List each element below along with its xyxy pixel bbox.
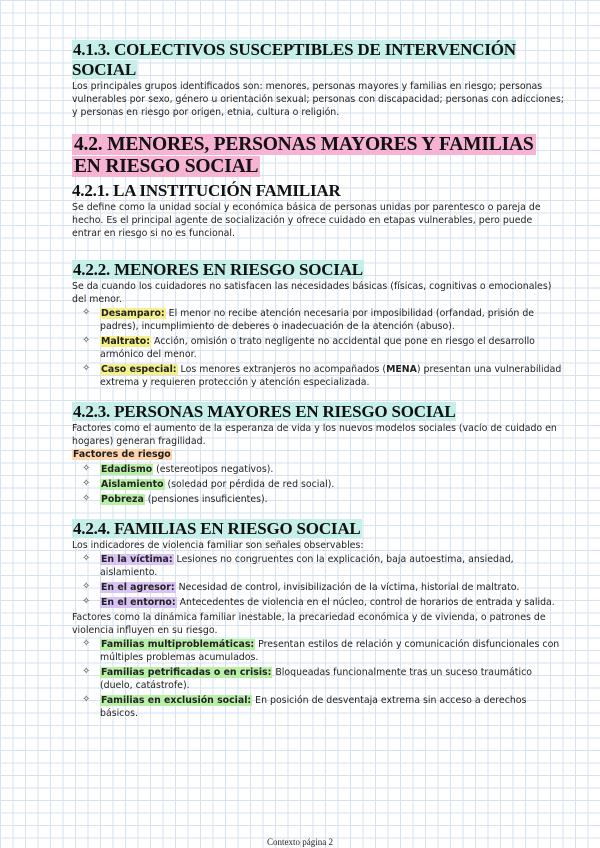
list-item xyxy=(82,553,564,579)
item-text: Los menores extranjeros no acompañados ( xyxy=(177,364,387,375)
section-title: 4.1.3. COLECTIVOS SUSCEPTIBLES DE INTERVENCIÓN SOCIAL xyxy=(72,40,516,79)
notes-page xyxy=(72,40,564,722)
term-highlight: Edadismo xyxy=(101,464,153,475)
section-body: Se define como la unidad social y económica básica de personas unidas por parentesco o pareja de hecho. Es el principal agente de socialización y ofrece cuidado en etapas vulnerables, pero puede entrar en riesgo si no es funcional. xyxy=(72,202,541,239)
term-highlight: En el agresor: xyxy=(101,582,175,593)
section-body: Factores como la dinámica familiar inestable, la precariedad económica y de vivienda, o patrones de violencia influyen en su riesgo. xyxy=(72,612,546,636)
item-text: (pensiones insuficientes). xyxy=(144,494,268,505)
item-text: Necesidad de control, invisibilización de la víctima, historial de maltrato. xyxy=(175,582,520,593)
term-highlight: Familias en exclusión social: xyxy=(101,695,252,706)
term-highlight: En el entorno: xyxy=(101,597,176,608)
item-text: Acción, omisión o trato negligente no accidental que pone en riesgo el desarrollo armónico del menor. xyxy=(100,336,535,360)
sparkle-bullet-icon: ✧ xyxy=(82,694,91,705)
chapter-title: 4.2. MENORES, PERSONAS MAYORES Y FAMILIAS EN RIESGO SOCIAL xyxy=(74,134,534,177)
term-highlight: Aislamiento xyxy=(101,479,164,490)
term-highlight: En la víctima: xyxy=(101,554,173,565)
item-text: Presentan estilos de relación y comunicación disfuncionales con múltiples problemas acumulados. xyxy=(100,639,560,663)
list-item xyxy=(82,363,564,389)
term-highlight: Familias multiproblemáticas: xyxy=(101,639,255,650)
item-text: En posición de desventaja extrema sin acceso a derechos básicos. xyxy=(100,695,527,719)
section-title: 4.2.4. FAMILIAS EN RIESGO SOCIAL xyxy=(73,519,361,538)
sparkle-bullet-icon: ✧ xyxy=(82,666,91,677)
sparkle-bullet-icon: ✧ xyxy=(82,493,91,504)
acronym: MENA xyxy=(386,364,417,375)
list-item xyxy=(82,638,564,664)
term-highlight: Desamparo: xyxy=(101,308,165,319)
section-4-2-1 xyxy=(72,181,564,240)
item-text: Antecedentes de violencia en el núcleo, control de horarios de entrada y salida. xyxy=(176,597,555,608)
subheading: Factores de riesgo xyxy=(73,449,171,460)
item-text: Bloqueadas funcionalmente tras un suceso traumático (duelo, catástrofe). xyxy=(100,667,532,691)
section-4-2-3 xyxy=(72,402,564,506)
section-body: Factores como el aumento de la esperanza de vida y los nuevos modelos sociales (vacío de cuidado en hogares) generan fragilidad. xyxy=(72,423,557,447)
section-4-2-2 xyxy=(72,260,564,389)
bullet-list xyxy=(72,307,564,389)
term-highlight: Maltrato: xyxy=(101,336,150,347)
section-body: Los indicadores de violencia familiar son señales observables: xyxy=(72,540,364,551)
sparkle-bullet-icon: ✧ xyxy=(82,307,91,318)
term-highlight: Caso especial: xyxy=(101,364,177,375)
term-highlight: Familias petrificadas o en crisis: xyxy=(101,667,272,678)
bullet-list xyxy=(72,463,564,506)
list-item xyxy=(82,463,564,476)
section-4-2 xyxy=(72,134,564,178)
sparkle-bullet-icon: ✧ xyxy=(82,463,91,474)
page-footer: Contexto página 2 xyxy=(267,837,333,847)
section-title: 4.2.2. MENORES EN RIESGO SOCIAL xyxy=(73,260,363,279)
section-title: 4.2.1. LA INSTITUCIÓN FAMILIAR xyxy=(72,181,341,200)
item-text: El menor no recibe atención necesaria por imposibilidad (orfandad, prisión de padres), incumplimiento de deberes o inadecuación de la atención (abuso). xyxy=(100,308,535,332)
list-item xyxy=(82,694,564,720)
section-4-1-3 xyxy=(72,40,564,119)
sparkle-bullet-icon: ✧ xyxy=(82,363,91,374)
list-item xyxy=(82,596,564,609)
item-text: (estereotipos negativos). xyxy=(153,464,274,475)
bullet-list xyxy=(72,553,564,609)
list-item xyxy=(82,335,564,361)
sparkle-bullet-icon: ✧ xyxy=(82,596,91,607)
item-text: (soledad por pérdida de red social). xyxy=(164,479,335,490)
item-text: ) presentan una vulnerabilidad extrema y requieren protección y atención especializada. xyxy=(100,364,562,388)
bullet-list xyxy=(72,638,564,720)
section-body: Los principales grupos identificados son: menores, personas mayores y familias en riesgo; personas vulnerables por sexo, género u orientación sexual; personas con discapacidad; personas con adicciones; y personas en riesgo por origen, etnia, cultura o religión. xyxy=(72,81,564,118)
sparkle-bullet-icon: ✧ xyxy=(82,581,91,592)
list-item xyxy=(82,307,564,333)
section-body: Se da cuando los cuidadores no satisfacen las necesidades básicas (físicas, cognitivas o emocionales) del menor. xyxy=(72,281,552,305)
list-item xyxy=(82,666,564,692)
section-title: 4.2.3. PERSONAS MAYORES EN RIESGO SOCIAL xyxy=(73,402,456,421)
sparkle-bullet-icon: ✧ xyxy=(82,638,91,649)
item-text: Lesiones no congruentes con la explicación, baja autoestima, ansiedad, aislamiento. xyxy=(100,554,514,578)
sparkle-bullet-icon: ✧ xyxy=(82,553,91,564)
list-item xyxy=(82,581,564,594)
sparkle-bullet-icon: ✧ xyxy=(82,478,91,489)
term-highlight: Pobreza xyxy=(101,494,144,505)
sparkle-bullet-icon: ✧ xyxy=(82,335,91,346)
list-item xyxy=(82,478,564,491)
list-item xyxy=(82,493,564,506)
section-4-2-4 xyxy=(72,519,564,720)
